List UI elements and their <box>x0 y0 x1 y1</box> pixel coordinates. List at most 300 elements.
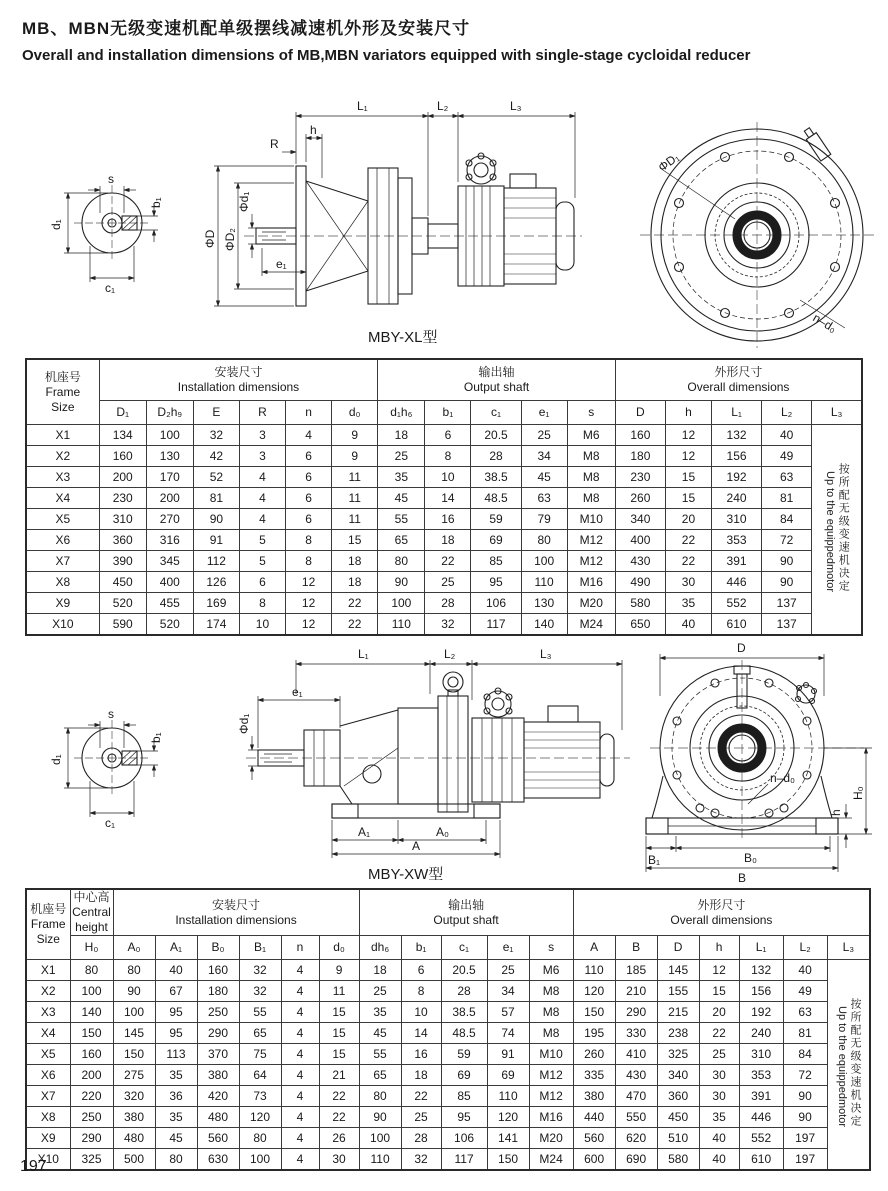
dim-cell: 14 <box>401 1023 441 1044</box>
dim-cell: 446 <box>712 572 762 593</box>
dim-label-H0: H₀ <box>851 786 865 800</box>
page-title-zh: MB、MBN无级变速机配单级摆线减速机外形及安装尺寸 <box>22 19 471 38</box>
dim-cell: M10 <box>529 1044 573 1065</box>
dim-cell: 80 <box>155 1149 197 1171</box>
side-view <box>246 672 630 818</box>
dim-cell: 4 <box>281 1107 319 1128</box>
dim-cell: 40 <box>665 614 711 636</box>
dim-cell: 49 <box>762 446 812 467</box>
dim-cell: 145 <box>113 1023 155 1044</box>
dim-cell: M8 <box>529 1002 573 1023</box>
shaft-section-detail <box>64 720 158 817</box>
dim-cell: 420 <box>197 1086 239 1107</box>
dim-cell: M8 <box>567 467 615 488</box>
dim-cell: M16 <box>567 572 615 593</box>
dim-cell: 26 <box>319 1128 359 1149</box>
dim-cell: 18 <box>332 551 378 572</box>
dim-cell: 14 <box>425 488 471 509</box>
dim-cell: 10 <box>425 467 471 488</box>
dim-cell: 35 <box>155 1065 197 1086</box>
dim-cell: 446 <box>739 1107 783 1128</box>
dim-cell: 4 <box>281 1128 319 1149</box>
dim-cell: 552 <box>712 593 762 614</box>
group-output-en: Output shaft <box>433 912 499 927</box>
frame-header-en1: Frame <box>45 384 81 399</box>
table-row <box>26 530 862 551</box>
col-d0: d₀ <box>319 936 359 960</box>
central-height-en2: height <box>75 920 108 934</box>
dim-cell: 25 <box>359 981 401 1002</box>
dim-cell: 65 <box>378 530 425 551</box>
dim-label-L2: L₂ <box>444 647 456 661</box>
dim-cell: 150 <box>487 1149 529 1171</box>
dim-cell: 110 <box>573 960 615 981</box>
dim-cell: 100 <box>521 551 567 572</box>
table-row <box>26 425 862 446</box>
header-frame-size <box>26 359 99 425</box>
table-row <box>26 1128 870 1149</box>
group-install-zh: 安装尺寸 <box>214 365 263 379</box>
drawing-mby-xw <box>0 636 888 888</box>
dim-cell: 117 <box>471 614 521 636</box>
dim-cell: 65 <box>359 1065 401 1086</box>
dim-cell: 340 <box>615 509 665 530</box>
dim-cell: 85 <box>471 551 521 572</box>
dim-cell: 32 <box>193 425 239 446</box>
frame-size-cell: X6 <box>26 530 99 551</box>
dim-label-B0: B₀ <box>744 851 757 865</box>
dim-cell: 100 <box>113 1002 155 1023</box>
dim-cell: 81 <box>762 488 812 509</box>
l3-note-cell <box>812 425 862 636</box>
frame-header-en2: Size <box>36 932 60 946</box>
dim-cell: 9 <box>332 446 378 467</box>
dim-label-L1: L₁ <box>358 647 369 661</box>
dim-cell: 69 <box>441 1065 487 1086</box>
dim-cell: 69 <box>487 1065 529 1086</box>
dim-cell: 38.5 <box>441 1002 487 1023</box>
dim-cell: 100 <box>239 1149 281 1171</box>
dim-cell: 20.5 <box>441 960 487 981</box>
dim-cell: 3 <box>239 446 285 467</box>
dim-cell: 360 <box>99 530 146 551</box>
table-row <box>26 981 870 1002</box>
dim-cell: 200 <box>70 1065 113 1086</box>
dim-cell: 85 <box>441 1086 487 1107</box>
col-E: E <box>193 401 239 425</box>
dim-cell: 25 <box>425 572 471 593</box>
dim-cell: 600 <box>573 1149 615 1171</box>
dim-label-b1: b₁ <box>149 732 163 743</box>
dim-cell: 345 <box>146 551 193 572</box>
dim-cell: 22 <box>665 530 711 551</box>
frame-size-cell: X3 <box>26 1002 70 1023</box>
group-output-shaft <box>359 889 573 936</box>
dim-cell: 95 <box>471 572 521 593</box>
dim-cell: 112 <box>193 551 239 572</box>
table-row <box>26 509 862 530</box>
frame-size-cell: X9 <box>26 1128 70 1149</box>
dim-cell: M12 <box>567 530 615 551</box>
col-b1: b₁ <box>401 936 441 960</box>
header-frame-size <box>26 889 70 960</box>
dim-cell: 325 <box>657 1044 699 1065</box>
dim-cell: 42 <box>193 446 239 467</box>
dim-cell: 310 <box>99 509 146 530</box>
dim-cell: 6 <box>286 446 332 467</box>
dim-cell: 192 <box>712 467 762 488</box>
dim-cell: 40 <box>783 960 827 981</box>
table-row <box>26 1086 870 1107</box>
dim-cell: 12 <box>665 446 711 467</box>
group-overall-zh: 外形尺寸 <box>697 897 746 912</box>
dim-cell: 353 <box>739 1065 783 1086</box>
dim-cell: 38.5 <box>471 467 521 488</box>
table-row <box>26 1107 870 1128</box>
col-dh6: dh₆ <box>359 936 401 960</box>
dim-cell: 380 <box>573 1086 615 1107</box>
dim-cell: M12 <box>529 1086 573 1107</box>
frame-size-cell: X7 <box>26 551 99 572</box>
dim-cell: 12 <box>286 572 332 593</box>
dim-cell: 156 <box>712 446 762 467</box>
dim-cell: 156 <box>739 981 783 1002</box>
dim-cell: 91 <box>193 530 239 551</box>
dim-cell: 59 <box>471 509 521 530</box>
dim-cell: 650 <box>615 614 665 636</box>
dim-cell: 170 <box>146 467 193 488</box>
dim-cell: 6 <box>239 572 285 593</box>
col-B1: B₁ <box>239 936 281 960</box>
dim-cell: 63 <box>762 467 812 488</box>
dim-cell: 55 <box>359 1044 401 1065</box>
group-overall-dimensions <box>615 359 862 401</box>
dim-label-B1: B₁ <box>648 853 661 867</box>
dim-cell: M8 <box>567 488 615 509</box>
dim-cell: 18 <box>332 572 378 593</box>
page-title-en: Overall and installation dimensions of MB,MBN variators equipped with single-stage cycloidal reducer <box>22 47 751 64</box>
dim-cell: 90 <box>783 1086 827 1107</box>
central-height-en1: Central <box>72 905 111 919</box>
dim-cell: 8 <box>401 981 441 1002</box>
dim-cell: 370 <box>197 1044 239 1065</box>
dim-label-R: R <box>270 137 279 151</box>
dim-cell: 100 <box>70 981 113 1002</box>
dim-label-c1: c₁ <box>105 816 116 830</box>
central-height-zh: 中心高 <box>73 890 110 904</box>
dim-cell: 90 <box>762 572 812 593</box>
group-output-shaft <box>378 359 616 401</box>
dim-cell: 73 <box>239 1086 281 1107</box>
table-mby-xw <box>25 888 871 1171</box>
table-row <box>26 488 862 509</box>
dim-cell: 22 <box>319 1086 359 1107</box>
col-n: n <box>281 936 319 960</box>
table-row <box>26 1023 870 1044</box>
dim-cell: 4 <box>281 1044 319 1065</box>
col-R: R <box>239 401 285 425</box>
dim-cell: 391 <box>739 1086 783 1107</box>
dim-cell: 5 <box>239 530 285 551</box>
dim-cell: 72 <box>783 1065 827 1086</box>
dim-cell: 470 <box>615 1086 657 1107</box>
dim-cell: 310 <box>739 1044 783 1065</box>
dim-cell: 160 <box>70 1044 113 1065</box>
frame-size-cell: X4 <box>26 1023 70 1044</box>
dim-cell: 16 <box>401 1044 441 1065</box>
dim-cell: 130 <box>521 593 567 614</box>
dim-cell: 250 <box>70 1107 113 1128</box>
dim-cell: 410 <box>615 1044 657 1065</box>
dim-cell: M16 <box>529 1107 573 1128</box>
dim-cell: 150 <box>70 1023 113 1044</box>
dim-cell: 110 <box>521 572 567 593</box>
frame-size-cell: X10 <box>26 1149 70 1171</box>
dim-label-s: s <box>108 172 114 186</box>
col-c1: c₁ <box>441 936 487 960</box>
dim-cell: 22 <box>319 1107 359 1128</box>
dim-cell: 113 <box>155 1044 197 1065</box>
dim-cell: 6 <box>286 467 332 488</box>
table-row <box>26 593 862 614</box>
dim-cell: 390 <box>99 551 146 572</box>
dim-cell: 6 <box>425 425 471 446</box>
frame-size-cell: X9 <box>26 593 99 614</box>
dim-cell: M12 <box>567 551 615 572</box>
col-D: D <box>615 401 665 425</box>
col-D2h9: D₂h₉ <box>146 401 193 425</box>
dim-cell: 45 <box>359 1023 401 1044</box>
dim-cell: 5 <box>239 551 285 572</box>
frame-size-cell: X2 <box>26 981 70 1002</box>
col-H0: H₀ <box>70 936 113 960</box>
dim-cell: 6 <box>286 509 332 530</box>
dim-cell: 35 <box>378 467 425 488</box>
dim-label-L2: L₂ <box>437 99 449 113</box>
dim-cell: 15 <box>319 1002 359 1023</box>
dim-cell: 67 <box>155 981 197 1002</box>
dim-cell: 81 <box>783 1023 827 1044</box>
dim-cell: 80 <box>521 530 567 551</box>
dim-cell: 480 <box>197 1107 239 1128</box>
col-L3: L₃ <box>827 936 870 960</box>
dim-cell: 120 <box>239 1107 281 1128</box>
col-L2: L₂ <box>762 401 812 425</box>
dim-cell: 69 <box>471 530 521 551</box>
dim-cell: 100 <box>378 593 425 614</box>
dim-cell: 132 <box>712 425 762 446</box>
dim-cell: 340 <box>657 1065 699 1086</box>
dim-cell: 52 <box>193 467 239 488</box>
frame-header-zh: 机座号 <box>30 902 67 916</box>
dim-label-nd0: n–d₀ <box>770 771 796 785</box>
table-row <box>26 614 862 636</box>
dim-cell: 35 <box>665 593 711 614</box>
dim-cell: 690 <box>615 1149 657 1171</box>
dim-cell: 20 <box>699 1002 739 1023</box>
col-n: n <box>286 401 332 425</box>
dim-cell: 552 <box>739 1128 783 1149</box>
dim-cell: 210 <box>615 981 657 1002</box>
dim-cell: 180 <box>197 981 239 1002</box>
dim-cell: 260 <box>615 488 665 509</box>
group-overall-en: Overall dimensions <box>687 380 790 394</box>
dim-label-phid1: Φd₁ <box>237 191 251 212</box>
table-body <box>26 425 862 636</box>
dim-cell: M20 <box>567 593 615 614</box>
dim-cell: 8 <box>425 446 471 467</box>
dim-cell: 290 <box>615 1002 657 1023</box>
dim-cell: 132 <box>739 960 783 981</box>
dim-cell: 35 <box>699 1107 739 1128</box>
dim-cell: 169 <box>193 593 239 614</box>
dim-cell: 25 <box>378 446 425 467</box>
table-row <box>26 551 862 572</box>
frame-header-en2: Size <box>51 399 75 414</box>
dim-cell: 9 <box>319 960 359 981</box>
frame-header-en1: Frame <box>30 917 66 931</box>
dim-cell: 63 <box>521 488 567 509</box>
dim-cell: 360 <box>657 1086 699 1107</box>
dim-cell: 260 <box>573 1044 615 1065</box>
dim-cell: M10 <box>567 509 615 530</box>
dim-cell: 30 <box>319 1149 359 1171</box>
table-row <box>26 572 862 593</box>
dim-cell: 80 <box>378 551 425 572</box>
frame-size-cell: X3 <box>26 467 99 488</box>
frame-size-cell: X8 <box>26 1107 70 1128</box>
dim-cell: 240 <box>739 1023 783 1044</box>
page-number: 197 <box>20 1158 47 1175</box>
dim-cell: 230 <box>99 488 146 509</box>
dim-cell: 100 <box>146 425 193 446</box>
dim-cell: 72 <box>762 530 812 551</box>
col-L2: L₂ <box>783 936 827 960</box>
side-view <box>244 153 582 306</box>
dim-cell: 32 <box>239 960 281 981</box>
dim-cell: 40 <box>155 960 197 981</box>
dim-cell: 480 <box>113 1128 155 1149</box>
dim-cell: 55 <box>239 1002 281 1023</box>
table-row <box>26 1044 870 1065</box>
dim-cell: 45 <box>155 1128 197 1149</box>
dim-cell: 197 <box>783 1128 827 1149</box>
dim-cell: 192 <box>739 1002 783 1023</box>
dim-cell: 22 <box>699 1023 739 1044</box>
dim-cell: 28 <box>441 981 487 1002</box>
dim-cell: 137 <box>762 593 812 614</box>
col-d1h6: d₁h₆ <box>378 401 425 425</box>
dim-cell: 430 <box>615 551 665 572</box>
dim-cell: 8 <box>286 530 332 551</box>
dim-cell: 45 <box>378 488 425 509</box>
dim-cell: 30 <box>699 1065 739 1086</box>
dim-label-D: D <box>737 641 746 655</box>
dim-cell: 230 <box>615 467 665 488</box>
col-s: s <box>567 401 615 425</box>
dim-cell: 80 <box>113 960 155 981</box>
dim-cell: 450 <box>99 572 146 593</box>
l3-note-zh: 按所配无级变速机决定 <box>837 462 850 593</box>
col-e1: e₁ <box>487 936 529 960</box>
frame-size-cell: X2 <box>26 446 99 467</box>
dim-cell: 95 <box>441 1107 487 1128</box>
dim-cell: 580 <box>657 1149 699 1171</box>
dim-cell: 134 <box>99 425 146 446</box>
l3-note-zh: 按所配无级变速机决定 <box>848 997 861 1128</box>
dim-cell: 57 <box>487 1002 529 1023</box>
dim-cell: 8 <box>286 551 332 572</box>
dim-cell: 48.5 <box>471 488 521 509</box>
dim-cell: 630 <box>197 1149 239 1171</box>
dim-cell: 40 <box>699 1128 739 1149</box>
dim-cell: 15 <box>332 530 378 551</box>
dim-label-A1: A₁ <box>358 825 371 839</box>
dim-cell: 28 <box>471 446 521 467</box>
dim-cell: 490 <box>615 572 665 593</box>
dim-cell: 32 <box>401 1149 441 1171</box>
dim-cell: 28 <box>401 1128 441 1149</box>
dim-cell: 81 <box>193 488 239 509</box>
col-B: B <box>615 936 657 960</box>
dim-label-phid1: Φd₁ <box>237 713 251 734</box>
frame-size-cell: X8 <box>26 572 99 593</box>
dim-cell: 185 <box>615 960 657 981</box>
dim-cell: 63 <box>783 1002 827 1023</box>
dim-cell: 90 <box>762 551 812 572</box>
dim-cell: 28 <box>425 593 471 614</box>
dim-label-e1: e₁ <box>276 257 287 271</box>
dim-cell: 353 <box>712 530 762 551</box>
dim-cell: 90 <box>193 509 239 530</box>
dim-label-phiD: ΦD <box>203 229 217 248</box>
dim-cell: 22 <box>401 1086 441 1107</box>
col-A: A <box>573 936 615 960</box>
dim-cell: 15 <box>665 488 711 509</box>
dim-label-A0: A₀ <box>436 825 449 839</box>
dim-cell: 64 <box>239 1065 281 1086</box>
frame-size-cell: X5 <box>26 1044 70 1065</box>
col-B0: B₀ <box>197 936 239 960</box>
group-output-en: Output shaft <box>463 380 530 394</box>
dim-cell: 15 <box>319 1023 359 1044</box>
dim-cell: 100 <box>359 1128 401 1149</box>
dim-label-e1: e₁ <box>292 685 303 699</box>
table-row <box>26 446 862 467</box>
dim-label-d1: d₁ <box>49 754 63 765</box>
dim-cell: 12 <box>665 425 711 446</box>
side-view-dimensions <box>214 112 575 306</box>
table-row <box>26 1149 870 1171</box>
dim-label-b1: b₁ <box>149 197 163 208</box>
dim-cell: 106 <box>471 593 521 614</box>
frame-size-cell: X1 <box>26 960 70 981</box>
dim-cell: 197 <box>783 1149 827 1171</box>
dim-cell: M8 <box>567 446 615 467</box>
dim-cell: 79 <box>521 509 567 530</box>
dim-cell: 325 <box>70 1149 113 1171</box>
dim-cell: M12 <box>529 1065 573 1086</box>
dim-cell: 35 <box>359 1002 401 1023</box>
dim-cell: 550 <box>615 1107 657 1128</box>
frame-size-cell: X6 <box>26 1065 70 1086</box>
dim-cell: 4 <box>239 509 285 530</box>
dim-cell: 520 <box>99 593 146 614</box>
dim-cell: 590 <box>99 614 146 636</box>
dim-cell: 11 <box>332 467 378 488</box>
dim-cell: 620 <box>615 1128 657 1149</box>
dim-cell: 45 <box>521 467 567 488</box>
